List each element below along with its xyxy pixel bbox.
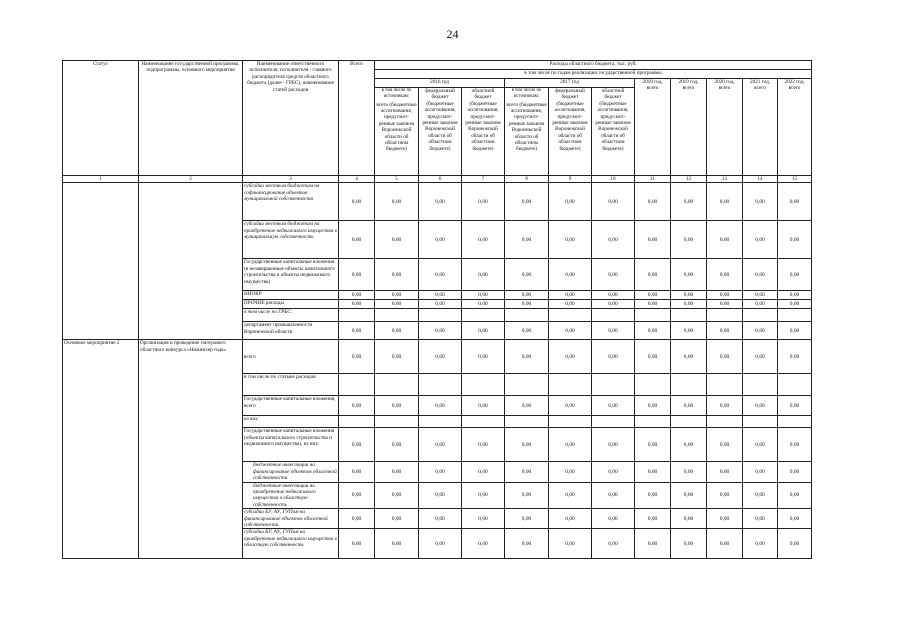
value-cell: 0,00 xyxy=(671,340,707,374)
value-cell: 0,00 xyxy=(549,482,592,509)
column-number: 6 xyxy=(419,176,462,183)
value-cell: 0,00 xyxy=(339,396,375,416)
value-cell: 0,00 xyxy=(778,183,812,221)
value-cell: 0,00 xyxy=(419,340,462,374)
column-number: 11 xyxy=(635,176,671,183)
value-cell: 0,00 xyxy=(462,482,505,509)
value-cell: 0,00 xyxy=(778,291,812,300)
value-cell: 0,00 xyxy=(375,340,419,374)
value-cell xyxy=(635,309,671,322)
value-cell: 0,00 xyxy=(743,259,778,291)
value-cell: 0,00 xyxy=(419,183,462,221)
value-cell xyxy=(375,309,419,322)
value-cell: 0,00 xyxy=(635,340,671,374)
header-col-5 xyxy=(375,88,419,176)
value-cell: 0,00 xyxy=(462,340,505,374)
value-cell xyxy=(707,309,743,322)
header-col-10: областной бюджет (бюджетные ассигнования, предусмот-ренные законом Воронежской области об областном бюджете) xyxy=(592,88,635,176)
row-label: из них: xyxy=(243,416,339,428)
value-cell: 0,00 xyxy=(592,428,635,462)
value-cell xyxy=(339,309,375,322)
value-cell: 0,00 xyxy=(707,183,743,221)
value-cell: 0,00 xyxy=(375,300,419,309)
value-cell: 0,00 xyxy=(635,482,671,509)
value-cell: 0,00 xyxy=(505,259,549,291)
status-cell xyxy=(63,183,139,340)
value-cell: 0,00 xyxy=(549,300,592,309)
value-cell xyxy=(592,309,635,322)
header-total: Всего xyxy=(339,61,375,176)
header-col-7: областной бюджет (бюджетные ассигнования, предусмот-ренные законом Воронежской области об областном бюджете) xyxy=(462,88,505,176)
value-cell: 0,00 xyxy=(778,396,812,416)
value-cell: 0,00 xyxy=(707,482,743,509)
value-cell: 0,00 xyxy=(743,428,778,462)
value-cell xyxy=(671,416,707,428)
value-cell xyxy=(707,374,743,396)
value-cell: 0,00 xyxy=(743,221,778,259)
program-cell xyxy=(139,183,243,340)
value-cell: 0,00 xyxy=(339,529,375,559)
value-cell: 0,00 xyxy=(505,462,549,482)
value-cell: 0,00 xyxy=(505,221,549,259)
value-cell: 0,00 xyxy=(707,462,743,482)
value-cell: 0,00 xyxy=(671,396,707,416)
header-col-8-text: всего (бюджетные ассигнования, предусмот-ренные законом Воронежской области об областном бюджете) xyxy=(506,101,547,153)
value-cell: 0,00 xyxy=(505,300,549,309)
value-cell: 0,00 xyxy=(505,529,549,559)
value-cell xyxy=(671,309,707,322)
value-cell: 0,00 xyxy=(707,529,743,559)
value-cell: 0,00 xyxy=(549,340,592,374)
value-cell xyxy=(462,416,505,428)
value-cell: 0,00 xyxy=(339,428,375,462)
value-cell: 0,00 xyxy=(419,221,462,259)
header-col-5-text: всего (бюджетные ассигнования, предусмот-ренные законом Воронежской области об областном бюджете) xyxy=(376,101,417,153)
value-cell: 0,00 xyxy=(707,300,743,309)
value-cell: 0,00 xyxy=(505,340,549,374)
value-cell: 0,00 xyxy=(635,396,671,416)
value-cell: 0,00 xyxy=(419,300,462,309)
value-cell: 0,00 xyxy=(671,462,707,482)
value-cell: 0,00 xyxy=(778,340,812,374)
value-cell xyxy=(743,416,778,428)
row-label: субсидии БУ, АУ, ГУПам на приобретение недвижимого имущества в областную собственность xyxy=(243,529,339,559)
value-cell: 0,00 xyxy=(635,291,671,300)
value-cell: 0,00 xyxy=(419,322,462,340)
header-col-14: 2021 год, всего xyxy=(743,79,778,176)
page-number: 24 xyxy=(446,27,459,41)
value-cell: 0,00 xyxy=(778,428,812,462)
value-cell: 0,00 xyxy=(592,291,635,300)
value-cell: 0,00 xyxy=(743,396,778,416)
header-col-15: 2022 год, всего xyxy=(778,79,812,176)
row-label: Государственные капитальные вложения (в незавершенные объекты капитального строительства и объекты недвижимого имущества) xyxy=(243,259,339,291)
value-cell: 0,00 xyxy=(592,462,635,482)
row-label: всего xyxy=(243,340,339,374)
value-cell: 0,00 xyxy=(707,259,743,291)
value-cell: 0,00 xyxy=(635,183,671,221)
value-cell: 0,00 xyxy=(462,509,505,529)
column-number: 1 xyxy=(63,176,139,183)
value-cell: 0,00 xyxy=(375,462,419,482)
value-cell: 0,00 xyxy=(339,300,375,309)
value-cell xyxy=(419,416,462,428)
row-label: ПРОЧИЕ расходы xyxy=(243,300,339,309)
value-cell xyxy=(375,416,419,428)
value-cell: 0,00 xyxy=(671,482,707,509)
header-sources-2016: в том числе по источникам: xyxy=(381,88,412,99)
value-cell: 0,00 xyxy=(778,462,812,482)
value-cell: 0,00 xyxy=(462,396,505,416)
table-row xyxy=(63,340,812,374)
value-cell: 0,00 xyxy=(505,396,549,416)
value-cell: 0,00 xyxy=(592,221,635,259)
value-cell: 0,00 xyxy=(339,221,375,259)
value-cell xyxy=(592,416,635,428)
table-row xyxy=(63,183,812,221)
row-label: НИОКР xyxy=(243,291,339,300)
value-cell: 0,00 xyxy=(592,529,635,559)
value-cell: 0,00 xyxy=(592,259,635,291)
value-cell: 0,00 xyxy=(462,221,505,259)
value-cell: 0,00 xyxy=(375,428,419,462)
header-year-2016: 2016 год xyxy=(375,79,505,88)
header-col-12: 2019 год, всего xyxy=(671,79,707,176)
value-cell: 0,00 xyxy=(592,300,635,309)
header-sources-2017: в том числе по источникам: xyxy=(511,88,542,99)
header-col-9: федеральный бюджет (бюджетные ассигнования, предусмот-ренные законом Воронежской области об областном бюджете) xyxy=(549,88,592,176)
value-cell: 0,00 xyxy=(419,529,462,559)
value-cell: 0,00 xyxy=(462,300,505,309)
value-cell: 0,00 xyxy=(549,183,592,221)
header-year-2017: 2017 год xyxy=(505,79,635,88)
value-cell: 0,00 xyxy=(743,482,778,509)
value-cell: 0,00 xyxy=(743,291,778,300)
value-cell: 0,00 xyxy=(592,340,635,374)
value-cell xyxy=(778,374,812,396)
value-cell: 0,00 xyxy=(339,291,375,300)
value-cell: 0,00 xyxy=(671,291,707,300)
value-cell: 0,00 xyxy=(419,396,462,416)
column-number: 3 xyxy=(243,176,339,183)
value-cell: 0,00 xyxy=(339,183,375,221)
column-number: 10 xyxy=(592,176,635,183)
value-cell: 0,00 xyxy=(549,322,592,340)
value-cell: 0,00 xyxy=(778,482,812,509)
row-label: Государственные капитальные вложения, всего xyxy=(243,396,339,416)
row-label: субсидии местным бюджетам на софинансирование объектов муниципальной собственности xyxy=(243,183,339,221)
header-col-13: 2020 год, всего xyxy=(707,79,743,176)
value-cell xyxy=(549,309,592,322)
value-cell: 0,00 xyxy=(549,428,592,462)
value-cell: 0,00 xyxy=(743,183,778,221)
value-cell xyxy=(505,309,549,322)
value-cell: 0,00 xyxy=(671,509,707,529)
value-cell: 0,00 xyxy=(339,509,375,529)
row-label: в том числе по статьям расходов xyxy=(243,374,339,396)
value-cell: 0,00 xyxy=(505,322,549,340)
header-budget-title: Расходы областного бюджета, тыс. руб. xyxy=(375,61,812,70)
value-cell: 0,00 xyxy=(707,221,743,259)
column-numbers-row xyxy=(63,176,812,183)
value-cell xyxy=(375,374,419,396)
value-cell: 0,00 xyxy=(671,221,707,259)
value-cell: 0,00 xyxy=(778,259,812,291)
value-cell xyxy=(462,374,505,396)
value-cell: 0,00 xyxy=(671,529,707,559)
value-cell: 0,00 xyxy=(419,482,462,509)
value-cell: 0,00 xyxy=(505,428,549,462)
column-number: 7 xyxy=(462,176,505,183)
value-cell: 0,00 xyxy=(635,322,671,340)
budget-table xyxy=(62,60,812,559)
value-cell: 0,00 xyxy=(635,221,671,259)
value-cell xyxy=(339,374,375,396)
value-cell xyxy=(505,416,549,428)
value-cell xyxy=(462,309,505,322)
value-cell: 0,00 xyxy=(419,428,462,462)
value-cell: 0,00 xyxy=(339,340,375,374)
value-cell: 0,00 xyxy=(549,396,592,416)
value-cell: 0,00 xyxy=(707,396,743,416)
column-number: 5 xyxy=(375,176,419,183)
value-cell: 0,00 xyxy=(375,529,419,559)
value-cell: 0,00 xyxy=(707,340,743,374)
value-cell: 0,00 xyxy=(339,322,375,340)
value-cell: 0,00 xyxy=(375,482,419,509)
value-cell xyxy=(549,416,592,428)
value-cell: 0,00 xyxy=(671,322,707,340)
value-cell: 0,00 xyxy=(462,291,505,300)
value-cell: 0,00 xyxy=(549,291,592,300)
value-cell: 0,00 xyxy=(743,529,778,559)
header-by-years: в том числе по годам реализации государственной программы xyxy=(375,70,812,79)
value-cell: 0,00 xyxy=(671,259,707,291)
value-cell: 0,00 xyxy=(375,509,419,529)
row-label: бюджетные инвестиции на финансирование объектов областной собственности xyxy=(243,462,339,482)
value-cell: 0,00 xyxy=(375,291,419,300)
value-cell xyxy=(635,416,671,428)
value-cell: 0,00 xyxy=(778,322,812,340)
value-cell: 0,00 xyxy=(339,462,375,482)
value-cell: 0,00 xyxy=(592,482,635,509)
column-number: 4 xyxy=(339,176,375,183)
value-cell: 0,00 xyxy=(375,322,419,340)
value-cell xyxy=(549,374,592,396)
row-label: Государственные капитальные вложения (объекты капитального строительства и недвижимого имущества), из них: xyxy=(243,428,339,462)
value-cell: 0,00 xyxy=(671,183,707,221)
value-cell: 0,00 xyxy=(375,221,419,259)
value-cell: 0,00 xyxy=(505,291,549,300)
value-cell: 0,00 xyxy=(462,322,505,340)
value-cell: 0,00 xyxy=(592,322,635,340)
value-cell: 0,00 xyxy=(462,428,505,462)
value-cell: 0,00 xyxy=(419,259,462,291)
value-cell: 0,00 xyxy=(549,462,592,482)
value-cell: 0,00 xyxy=(707,291,743,300)
header-col-8 xyxy=(505,88,549,176)
value-cell: 0,00 xyxy=(635,462,671,482)
value-cell: 0,00 xyxy=(549,221,592,259)
value-cell: 0,00 xyxy=(592,509,635,529)
value-cell: 0,00 xyxy=(339,259,375,291)
value-cell: 0,00 xyxy=(505,482,549,509)
column-number: 2 xyxy=(139,176,243,183)
value-cell xyxy=(671,374,707,396)
value-cell xyxy=(419,374,462,396)
column-number: 14 xyxy=(743,176,778,183)
value-cell: 0,00 xyxy=(462,259,505,291)
value-cell: 0,00 xyxy=(778,509,812,529)
value-cell xyxy=(707,416,743,428)
value-cell xyxy=(505,374,549,396)
value-cell xyxy=(778,309,812,322)
value-cell: 0,00 xyxy=(419,291,462,300)
row-label: департамент промышленности Воронежской области xyxy=(243,322,339,340)
value-cell xyxy=(743,374,778,396)
value-cell: 0,00 xyxy=(707,428,743,462)
row-label: в том числе по ГРБС: xyxy=(243,309,339,322)
value-cell: 0,00 xyxy=(707,322,743,340)
column-number: 15 xyxy=(778,176,812,183)
value-cell: 0,00 xyxy=(549,259,592,291)
value-cell: 0,00 xyxy=(592,183,635,221)
header-executor: Наименование ответственного исполнителя, исполнителя - главного распорядителя средств областного бюджета (далее - ГРБС), наименование статей расходов xyxy=(243,61,339,176)
value-cell: 0,00 xyxy=(743,322,778,340)
value-cell: 0,00 xyxy=(635,428,671,462)
value-cell: 0,00 xyxy=(549,509,592,529)
value-cell: 0,00 xyxy=(671,428,707,462)
value-cell: 0,00 xyxy=(462,183,505,221)
value-cell: 0,00 xyxy=(375,396,419,416)
value-cell: 0,00 xyxy=(635,300,671,309)
value-cell: 0,00 xyxy=(419,462,462,482)
value-cell: 0,00 xyxy=(707,509,743,529)
value-cell xyxy=(419,309,462,322)
value-cell xyxy=(778,416,812,428)
value-cell xyxy=(592,374,635,396)
value-cell: 0,00 xyxy=(743,462,778,482)
value-cell: 0,00 xyxy=(375,259,419,291)
value-cell: 0,00 xyxy=(505,183,549,221)
column-number: 8 xyxy=(505,176,549,183)
value-cell: 0,00 xyxy=(505,509,549,529)
row-label: бюджетные инвестиции на приобретение недвижимого имущества в областную собственность xyxy=(243,482,339,509)
value-cell xyxy=(339,416,375,428)
value-cell: 0,00 xyxy=(462,529,505,559)
value-cell: 0,00 xyxy=(635,509,671,529)
value-cell: 0,00 xyxy=(419,509,462,529)
value-cell: 0,00 xyxy=(375,183,419,221)
value-cell: 0,00 xyxy=(778,529,812,559)
value-cell: 0,00 xyxy=(743,300,778,309)
program-main-activity-2: Организация и проведение смотрового областного конкурса «Нижинхер года» xyxy=(139,340,243,559)
value-cell xyxy=(635,374,671,396)
header-col-6: федеральный бюджет (бюджетные ассигнования, предусмот-ренные законом Воронежской области об областном бюджете) xyxy=(419,88,462,176)
column-number: 12 xyxy=(671,176,707,183)
header-program-name: Наименование государственной программы, подпрограммы, основного мероприятия xyxy=(139,61,243,176)
value-cell: 0,00 xyxy=(592,396,635,416)
budget-table-wrapper xyxy=(62,60,812,559)
header-status: Статус xyxy=(63,61,139,176)
column-number: 9 xyxy=(549,176,592,183)
value-cell: 0,00 xyxy=(549,529,592,559)
status-main-activity-2: Основное мероприятие 2 xyxy=(63,340,139,559)
value-cell: 0,00 xyxy=(778,221,812,259)
value-cell: 0,00 xyxy=(462,462,505,482)
value-cell: 0,00 xyxy=(635,259,671,291)
column-number: 13 xyxy=(707,176,743,183)
value-cell: 0,00 xyxy=(339,482,375,509)
value-cell: 0,00 xyxy=(778,300,812,309)
header-col-11: 2018 год, всего xyxy=(635,79,671,176)
row-label: субсидии местным бюджетам на приобретение недвижимого имущества в муниципальную собственность xyxy=(243,221,339,259)
value-cell xyxy=(743,309,778,322)
value-cell: 0,00 xyxy=(743,509,778,529)
value-cell: 0,00 xyxy=(635,529,671,559)
value-cell: 0,00 xyxy=(671,300,707,309)
row-label: субсидии БУ, АУ, ГУПам на финансирование объектов областной собственности xyxy=(243,509,339,529)
value-cell: 0,00 xyxy=(743,340,778,374)
